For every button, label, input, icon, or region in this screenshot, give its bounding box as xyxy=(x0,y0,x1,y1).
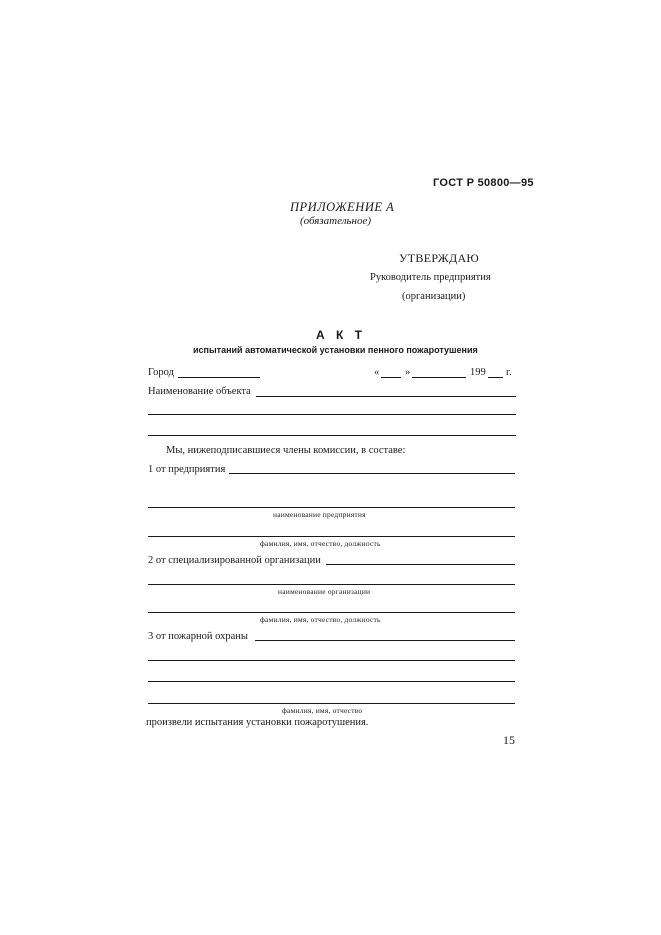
org-name-line[interactable] xyxy=(148,584,515,585)
standard-number: ГОСТ Р 50800—95 xyxy=(433,177,534,189)
fire-service-line-2[interactable] xyxy=(148,681,515,682)
act-subtitle: испытаний автоматической установки пенного пожаротушения xyxy=(193,345,478,355)
page-number: 15 xyxy=(503,733,515,747)
commission-text: Мы, нижеподписавшиеся члены комиссии, в составе: xyxy=(166,445,406,456)
date-quote-close: » xyxy=(405,367,411,378)
item1-field-line[interactable] xyxy=(229,473,515,474)
year-suffix: г. xyxy=(506,367,512,378)
day-field-line[interactable] xyxy=(381,377,401,378)
city-field-line[interactable] xyxy=(178,377,260,378)
date-quote-open: « xyxy=(374,367,380,378)
item3-label: 3 от пожарной охраны xyxy=(148,631,248,642)
appendix-title: ПРИЛОЖЕНИЕ А xyxy=(290,200,395,214)
object-field-line-1[interactable] xyxy=(256,396,516,397)
caption-person2: фамилия, имя, отчество, должность xyxy=(260,615,381,624)
city-label: Город xyxy=(148,367,174,378)
closing-text: произвели испытания установки пожаротушения. xyxy=(146,717,369,728)
item2-field-line[interactable] xyxy=(326,564,515,565)
caption-person3: фамилия, имя, отчество xyxy=(282,706,363,715)
approval-title: УТВЕРЖДАЮ xyxy=(399,251,480,265)
object-label: Наименование объекта xyxy=(148,386,251,397)
year-prefix: 199 xyxy=(470,367,486,378)
appendix-subtitle: (обязательное) xyxy=(300,215,372,227)
act-title: А К Т xyxy=(316,328,366,342)
object-field-line-2[interactable] xyxy=(148,414,516,415)
month-field-line[interactable] xyxy=(412,377,466,378)
approval-organization: (организации) xyxy=(402,291,466,302)
fire-service-line-1[interactable] xyxy=(148,660,515,661)
person3-line[interactable] xyxy=(148,703,515,704)
caption-org: наименование организации xyxy=(278,587,371,596)
year-field-line[interactable] xyxy=(488,377,503,378)
person1-line[interactable] xyxy=(148,536,515,537)
caption-person1: фамилия, имя, отчество, должность xyxy=(260,539,381,548)
person2-line[interactable] xyxy=(148,612,515,613)
object-field-line-3[interactable] xyxy=(148,435,516,436)
caption-enterprise: наименование предприятия xyxy=(273,510,366,519)
item3-field-line[interactable] xyxy=(255,640,515,641)
item1-label: 1 от предприятия xyxy=(148,464,226,475)
item2-label: 2 от специализированной организации xyxy=(148,555,321,566)
approval-position: Руководитель предприятия xyxy=(370,272,491,283)
enterprise-name-line[interactable] xyxy=(148,507,515,508)
